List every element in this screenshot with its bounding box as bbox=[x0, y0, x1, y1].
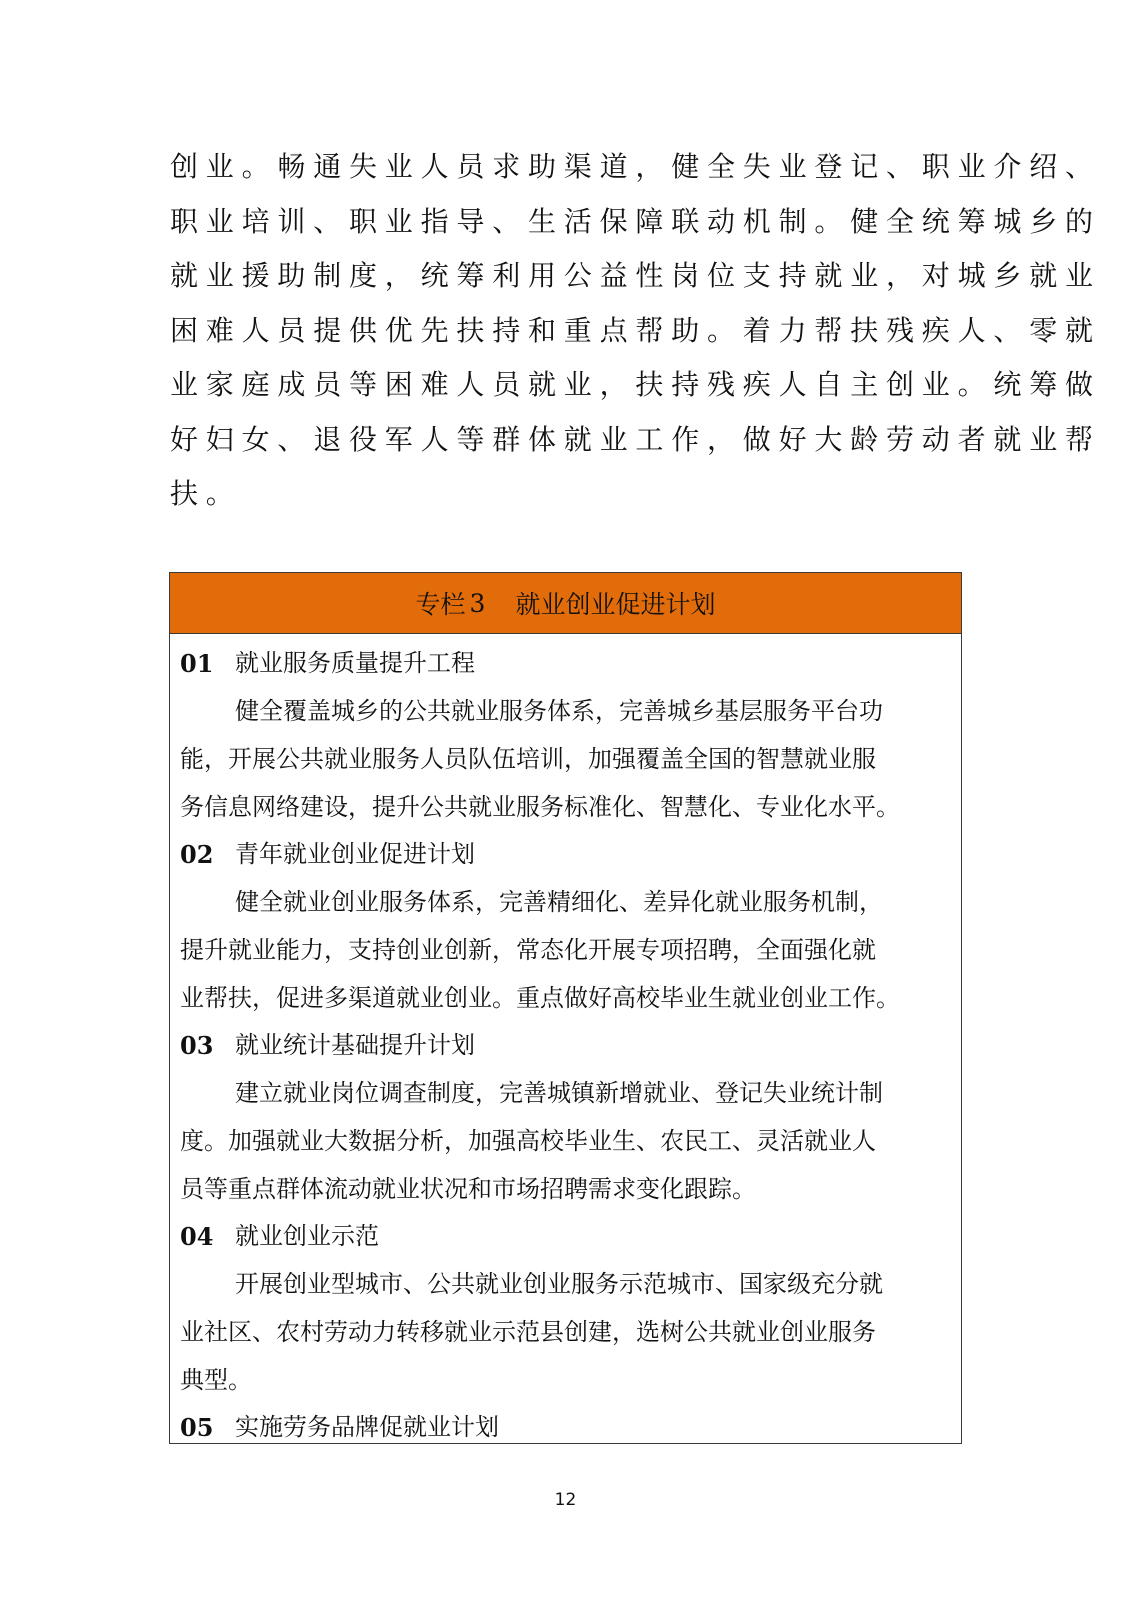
intro-line: 困难人员提供优先扶持和重点帮助。着力帮扶残疾人、零就 bbox=[170, 313, 1101, 347]
intro-line: 扶。 bbox=[170, 477, 242, 510]
box-label: 专栏 bbox=[415, 590, 466, 619]
item-text-line: 业帮扶，促进多渠道就业创业。重点做好高校毕业生就业创业工作。 bbox=[180, 984, 900, 1012]
item-text-line: 建立就业岗位调查制度，完善城镇新增就业、登记失业统计制 bbox=[235, 1079, 883, 1107]
item-text-line: 典型。 bbox=[180, 1366, 252, 1394]
box-number: 3 bbox=[469, 588, 486, 618]
item-text-line: 提升就业能力，支持创业创新，常态化开展专项招聘，全面强化就 bbox=[180, 936, 876, 964]
intro-line: 就业援助制度，统筹利用公益性岗位支持就业，对城乡就业 bbox=[170, 259, 1101, 292]
intro-line: 创业。畅通失业人员求助渠道，健全失业登记、职业介绍、 bbox=[170, 150, 1101, 183]
item-heading bbox=[180, 640, 951, 687]
item-number: 01 bbox=[180, 649, 214, 678]
item-heading bbox=[180, 1213, 951, 1260]
feature-box bbox=[169, 572, 962, 1444]
intro-paragraph bbox=[170, 140, 1101, 522]
item-number: 02 bbox=[180, 840, 214, 869]
intro-line: 职业培训、职业指导、生活保障联动机制。健全统筹城乡的 bbox=[170, 204, 1101, 238]
feature-box-body bbox=[170, 634, 961, 1451]
item-text-line: 务信息网络建设，提升公共就业服务标准化、智慧化、专业化水平。 bbox=[180, 793, 900, 821]
item-number: 03 bbox=[180, 1031, 214, 1060]
box-title: 就业创业促进计划 bbox=[515, 590, 716, 619]
item-text-line: 健全就业创业服务体系，完善精细化、差异化就业服务机制， bbox=[235, 888, 883, 916]
item-heading bbox=[180, 831, 951, 878]
item-number: 04 bbox=[180, 1222, 214, 1251]
item-title: 就业统计基础提升计划 bbox=[235, 1031, 475, 1059]
item-heading bbox=[180, 1022, 951, 1069]
item-text-line: 员等重点群体流动就业状况和市场招聘需求变化跟踪。 bbox=[180, 1175, 756, 1203]
item-title: 实施劳务品牌促就业计划 bbox=[235, 1413, 499, 1441]
item-title: 就业创业示范 bbox=[235, 1222, 379, 1250]
item-text-line: 度。加强就业大数据分析，加强高校毕业生、农民工、灵活就业人 bbox=[180, 1127, 876, 1155]
item-text-line: 开展创业型城市、公共就业创业服务示范城市、国家级充分就 bbox=[235, 1270, 883, 1298]
feature-box-header bbox=[170, 573, 961, 634]
intro-line: 业家庭成员等困难人员就业，扶持残疾人自主创业。统筹做 bbox=[170, 368, 1101, 401]
item-text-line: 健全覆盖城乡的公共就业服务体系，完善城乡基层服务平台功 bbox=[235, 697, 883, 725]
item-title: 青年就业创业促进计划 bbox=[235, 840, 475, 868]
item-title: 就业服务质量提升工程 bbox=[235, 649, 475, 677]
item-text-line: 能，开展公共就业服务人员队伍培训，加强覆盖全国的智慧就业服 bbox=[180, 745, 876, 773]
item-number: 05 bbox=[180, 1413, 214, 1442]
item-text-line: 业社区、农村劳动力转移就业示范县创建，选树公共就业创业服务 bbox=[180, 1318, 876, 1346]
intro-line: 好妇女、退役军人等群体就业工作，做好大龄劳动者就业帮 bbox=[170, 422, 1101, 456]
page-number: 12 bbox=[554, 1490, 577, 1510]
item-heading bbox=[180, 1404, 951, 1451]
